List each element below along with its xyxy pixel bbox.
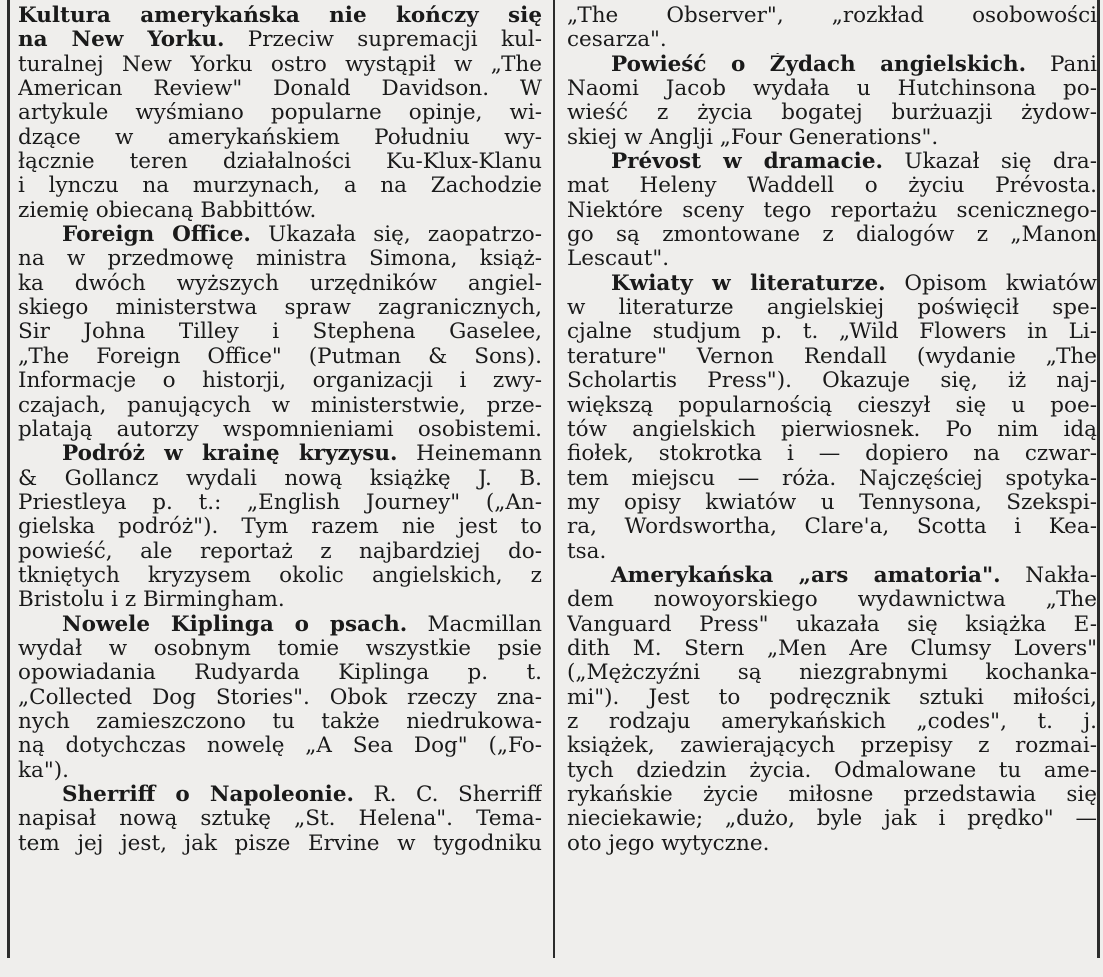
right-column-line	[567, 418, 1097, 442]
left-column-line	[18, 637, 542, 661]
article-text: Macmillan	[407, 612, 542, 637]
article-text: mat Heleny Waddell o życiu Prévosta.	[567, 174, 1097, 199]
left-column-line	[18, 369, 542, 393]
left-column-line	[18, 101, 542, 125]
article-text: platają autorzy wspomnieniami osobistemi.	[18, 417, 542, 442]
right-column-line	[567, 613, 1097, 637]
article-text: Przeciw supremacji kul-	[224, 28, 542, 53]
article-text: Priestleya p. t.: „English Journey" („An-	[18, 490, 542, 515]
article-text: terature" Vernon Rendall (wydanie „The	[567, 344, 1097, 369]
right-column-line	[567, 540, 1097, 564]
right-column-line	[567, 296, 1097, 320]
article-text: ną dotychczas nowelę „A Sea Dog" („Fo-	[18, 734, 542, 759]
article-text: czajach, panujących w ministerstwie, prze-	[18, 393, 542, 418]
left-column-line	[18, 4, 542, 28]
article-text: tsa.	[567, 539, 607, 564]
article-text: Vanguard Press" ukazała się książka E-	[567, 612, 1097, 637]
right-column-line	[567, 661, 1097, 685]
left-column-line	[18, 174, 542, 198]
article-text: Ukazał się dra-	[883, 150, 1097, 175]
left-column-line	[18, 199, 542, 223]
right-column-line	[567, 686, 1097, 710]
article-text: Opisom kwiatów	[885, 271, 1097, 296]
left-column-line	[18, 588, 542, 612]
left-column-line	[18, 661, 542, 685]
right-column-line	[567, 53, 1097, 77]
left-column-line	[18, 734, 542, 758]
left-column-line	[18, 783, 542, 807]
article-text: napisał nową sztukę „St. Helena". Tema-	[18, 807, 542, 832]
left-column-line	[18, 418, 542, 442]
right-column-line	[567, 442, 1097, 466]
left-column-line	[18, 53, 542, 77]
left-column-line	[18, 223, 542, 247]
left-column-line	[18, 540, 542, 564]
right-column-line	[567, 101, 1097, 125]
right-column-line	[567, 710, 1097, 734]
article-text: z rodzaju amerykańskich „codes", t. j.	[567, 709, 1097, 734]
left-column-line	[18, 613, 542, 637]
article-text: i lynczu na murzynach, a na Zachodzie	[18, 174, 542, 199]
right-border-rule	[1097, 0, 1100, 958]
article-heading: Prévost w dramacie.	[611, 150, 884, 175]
article-text: Pani	[1026, 52, 1097, 77]
right-column-line	[567, 564, 1097, 588]
left-column-line	[18, 832, 542, 856]
article-text: książek, zawierających przepisy z rozmai-	[567, 734, 1097, 759]
article-text: Scholartis Press"). Okazuje się, iż naj-	[567, 369, 1097, 394]
article-text: dem nowoyorskiego wydawnictwa „The	[567, 588, 1097, 613]
right-column-line	[567, 4, 1097, 28]
article-text: Sir Johna Tilley i Stephena Gaselee,	[18, 320, 542, 345]
article-text: ka dwóch wyższych urzędników angiel-	[18, 271, 542, 296]
article-heading: Kultura amerykańska nie kończy się	[18, 4, 542, 28]
article-text: ra, Wordswortha, Clare'a, Scotta i Kea-	[567, 515, 1097, 540]
right-column-line	[567, 199, 1097, 223]
left-column-line	[18, 686, 542, 710]
article-text: większą popularnością cieszył się u poe-	[567, 393, 1097, 418]
left-column-line	[18, 247, 542, 271]
article-text: Heinemann	[397, 442, 542, 467]
right-column-line	[567, 174, 1097, 198]
right-column-line	[567, 491, 1097, 515]
article-text: skiego ministerstwa spraw zagranicznych,	[18, 296, 542, 321]
left-border-rule	[7, 0, 10, 958]
left-column-line	[18, 467, 542, 491]
right-column-line	[567, 77, 1097, 101]
article-heading: Podróż w krainę kryzysu.	[62, 442, 398, 467]
article-text: oto jego wytyczne.	[567, 831, 770, 856]
article-text: Informacje o historji, organizacji i zwy-	[18, 369, 542, 394]
right-column-line	[567, 759, 1097, 783]
article-heading: Sherriff o Napoleonie.	[62, 783, 355, 807]
left-column-line	[18, 515, 542, 539]
article-text: American Review" Donald Davidson. W	[18, 77, 542, 102]
right-column-line	[567, 588, 1097, 612]
article-heading: Kwiaty w literaturze.	[611, 271, 886, 296]
right-column-line	[567, 272, 1097, 296]
article-text: skiej w Anglji „Four Generations".	[567, 125, 939, 150]
right-column-line	[567, 467, 1097, 491]
article-text: & Gollancz wydali nową książkę J. B.	[18, 466, 542, 491]
article-text: Niektóre sceny tego reportażu scenicznego-	[567, 198, 1097, 223]
right-column-line	[567, 394, 1097, 418]
right-column-line	[567, 515, 1097, 539]
article-text: ka").	[18, 758, 69, 783]
article-heading: Powieść o Żydach angielskich.	[611, 52, 1027, 77]
right-column-line	[567, 832, 1097, 856]
right-column-line	[567, 734, 1097, 758]
article-text: w literaturze angielskiej poświęcił spe-	[567, 296, 1097, 321]
article-heading: Nowele Kiplinga o psach.	[62, 612, 408, 637]
article-text: Bristolu i z Birmingham.	[18, 588, 285, 613]
right-column-line	[567, 783, 1097, 807]
article-text: („Mężczyźni są niezgrabnymi kochanka-	[567, 661, 1097, 686]
article-text: fiołek, stokrotka i — dopiero na czwar-	[567, 442, 1097, 467]
right-column-line	[567, 247, 1097, 271]
left-column	[18, 4, 542, 856]
article-text: Naomi Jacob wydała u Hutchinsona po-	[567, 77, 1097, 102]
article-text: Ukazała się, zaopatrzo-	[250, 223, 542, 248]
article-text: wydał w osobnym tomie wszystkie psie	[18, 636, 542, 661]
left-column-line	[18, 77, 542, 101]
article-text: turalnej New Yorku ostro wystąpił w „The	[18, 52, 542, 77]
article-text: cesarza".	[567, 28, 667, 53]
right-column-line	[567, 807, 1097, 831]
article-text: łącznie teren działalności Ku-Klux-Klanu	[18, 150, 542, 175]
article-text: „Collected Dog Stories". Obok rzeczy zna-	[18, 685, 542, 710]
article-text: tów angielskich pierwiosnek. Po nim idą	[567, 417, 1097, 442]
right-column-line	[567, 369, 1097, 393]
article-text: „The Observer", „rozkład osobowości	[567, 4, 1097, 28]
right-column-line	[567, 28, 1097, 52]
article-text: Nakła-	[1000, 563, 1097, 588]
right-column-line	[567, 637, 1097, 661]
article-text: opowiadania Rudyarda Kiplinga p. t.	[18, 661, 542, 686]
article-text: artykule wyśmiano popularne opinje, wi-	[18, 101, 542, 126]
article-text: dith M. Stern „Men Are Clumsy Lovers"	[567, 636, 1097, 661]
left-column-line	[18, 320, 542, 344]
article-text: rykańskie życie miłosne przedstawia się	[567, 783, 1097, 807]
left-column-line	[18, 126, 542, 150]
article-text: wieść z życia bogatej burżuazji żydow-	[567, 101, 1097, 126]
article-text: R. C. Sherriff	[354, 783, 542, 807]
article-text: „The Foreign Office" (Putman & Sons).	[18, 344, 542, 369]
article-text: gielska podróż"). Tym razem nie jest to	[18, 515, 542, 540]
left-column-line	[18, 394, 542, 418]
article-text: tkniętych kryzysem okolic angielskich, z	[18, 563, 542, 588]
article-text: tem jej jest, jak pisze Ervine w tygodniku	[18, 831, 542, 856]
left-column-line	[18, 710, 542, 734]
article-text: nych zamieszczono tu także niedrukowa-	[18, 709, 542, 734]
article-text: tych dziedzin życia. Odmalowane tu ame-	[567, 758, 1097, 783]
right-column-line	[567, 150, 1097, 174]
left-column-line	[18, 28, 542, 52]
left-column-line	[18, 272, 542, 296]
article-text: tem miejscu — róża. Najczęściej spotyka-	[567, 466, 1097, 491]
article-heading: Amerykańska „ars amatoria".	[611, 563, 1001, 588]
article-text: Lescaut".	[567, 247, 670, 272]
article-text: cjalne studjum p. t. „Wild Flowers in Li-	[567, 320, 1097, 345]
article-text: na w przedmowę ministra Simona, książ-	[18, 247, 542, 272]
right-column-line	[567, 223, 1097, 247]
article-text: go są zmontowane z dialogów z „Manon	[567, 223, 1097, 248]
left-column-line	[18, 296, 542, 320]
left-column-line	[18, 442, 542, 466]
article-text: powieść, ale reportaż z najbardziej do-	[18, 539, 542, 564]
article-text: mi"). Jest to podręcznik sztuki miłości,	[567, 685, 1097, 710]
column-divider-rule	[553, 0, 555, 958]
left-column-line	[18, 491, 542, 515]
right-column-line	[567, 320, 1097, 344]
left-column-line	[18, 150, 542, 174]
left-column-line	[18, 807, 542, 831]
right-column	[567, 4, 1097, 856]
article-text: ziemię obiecaną Babbittów.	[18, 198, 317, 223]
article-heading: na New Yorku.	[18, 28, 225, 53]
left-column-line	[18, 345, 542, 369]
article-heading: Foreign Office.	[62, 223, 251, 248]
article-text: nieciekawie; „dużo, byle jak i prędko" —	[567, 807, 1097, 832]
article-text: dzące w amerykańskiem Południu wy-	[18, 125, 542, 150]
left-column-line	[18, 759, 542, 783]
right-column-line	[567, 126, 1097, 150]
right-column-line	[567, 345, 1097, 369]
left-column-line	[18, 564, 542, 588]
article-text: my opisy kwiatów u Tennysona, Szekspi-	[567, 490, 1097, 515]
